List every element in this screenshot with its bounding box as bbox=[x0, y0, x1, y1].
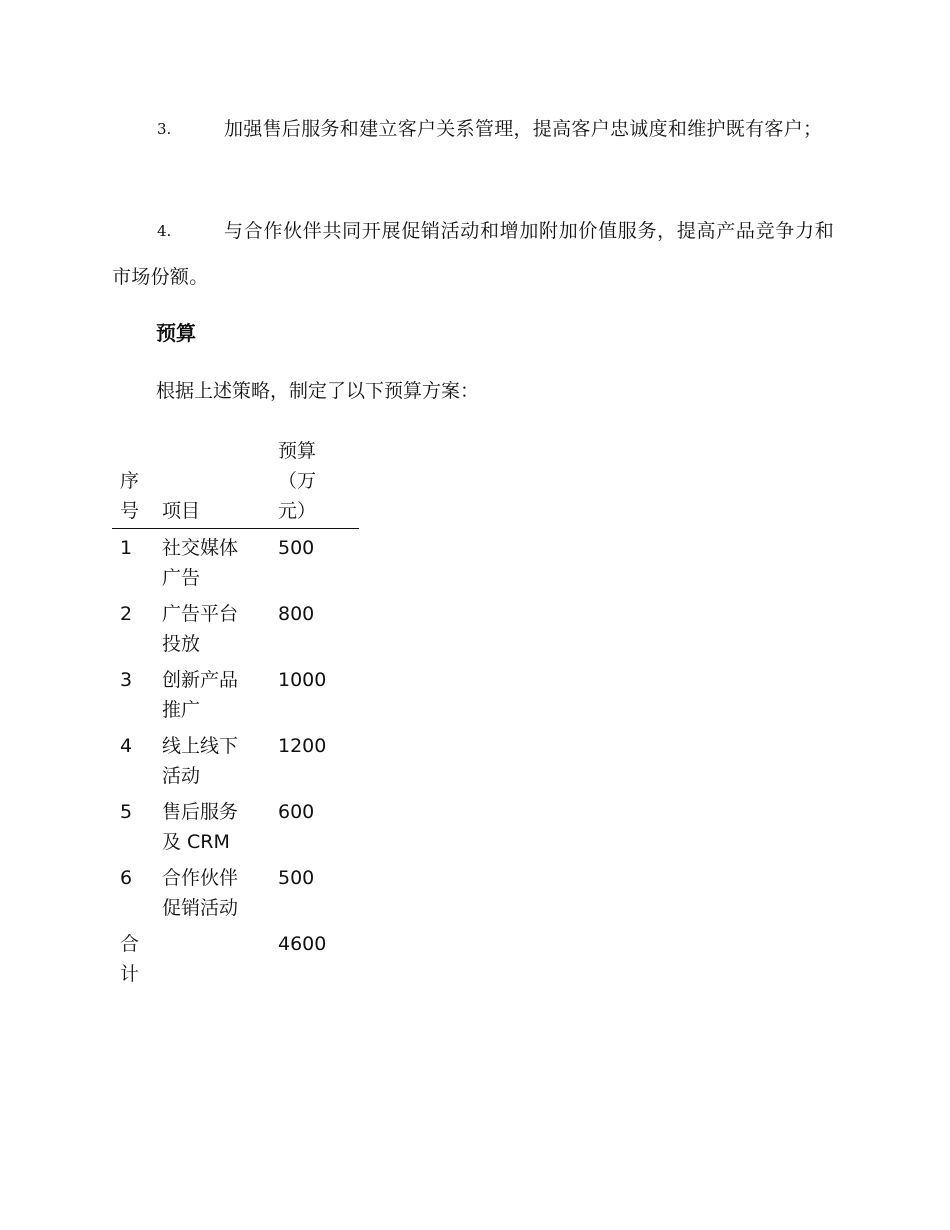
list-item-3 bbox=[112, 106, 834, 152]
cell-item: 售后服务及 CRM bbox=[162, 801, 239, 853]
cell-item: 线上线下活动 bbox=[162, 735, 239, 787]
table-row bbox=[112, 857, 359, 923]
section-heading: 预算 bbox=[156, 321, 196, 345]
cell-budget: 500 bbox=[278, 867, 315, 889]
table-header-row bbox=[112, 436, 359, 529]
cell-total-label: 合计 bbox=[120, 933, 140, 985]
cell-total-budget: 4600 bbox=[278, 933, 327, 955]
cell-budget: 500 bbox=[278, 537, 315, 559]
cell-budget: 600 bbox=[278, 801, 315, 823]
cell-budget: 1000 bbox=[278, 669, 327, 691]
table-row bbox=[112, 725, 359, 791]
list-number: 3. bbox=[157, 120, 172, 138]
section-intro: 根据上述策略，制定了以下预算方案： bbox=[156, 380, 480, 402]
table-row bbox=[112, 659, 359, 725]
table-row bbox=[112, 791, 359, 857]
list-number: 4. bbox=[157, 222, 172, 240]
table-row bbox=[112, 529, 359, 594]
header-no: 序号 bbox=[112, 436, 162, 529]
header-item: 项目 bbox=[162, 436, 278, 529]
header-budget: 预算（万元） bbox=[278, 436, 359, 529]
cell-item: 社交媒体广告 bbox=[162, 537, 239, 589]
budget-table bbox=[112, 436, 359, 989]
list-text: 加强售后服务和建立客户关系管理，提高客户忠诚度和维护既有客户； bbox=[224, 118, 823, 140]
list-text: 与合作伙伴共同开展促销活动和增加附加价值服务，提高产品竞争力和市场份额。 bbox=[112, 220, 834, 288]
table-row bbox=[112, 593, 359, 659]
table-total-row bbox=[112, 923, 359, 989]
cell-no: 5 bbox=[120, 801, 133, 823]
cell-item: 合作伙伴促销活动 bbox=[162, 867, 239, 919]
cell-item: 创新产品推广 bbox=[162, 669, 239, 721]
list-item-4 bbox=[112, 208, 834, 300]
cell-budget: 1200 bbox=[278, 735, 327, 757]
cell-total-item bbox=[162, 923, 278, 989]
cell-no: 1 bbox=[120, 537, 133, 559]
cell-budget: 800 bbox=[278, 603, 315, 625]
cell-item: 广告平台投放 bbox=[162, 603, 239, 655]
cell-no: 4 bbox=[120, 735, 133, 757]
cell-no: 2 bbox=[120, 603, 133, 625]
cell-no: 6 bbox=[120, 867, 133, 889]
cell-no: 3 bbox=[120, 669, 133, 691]
